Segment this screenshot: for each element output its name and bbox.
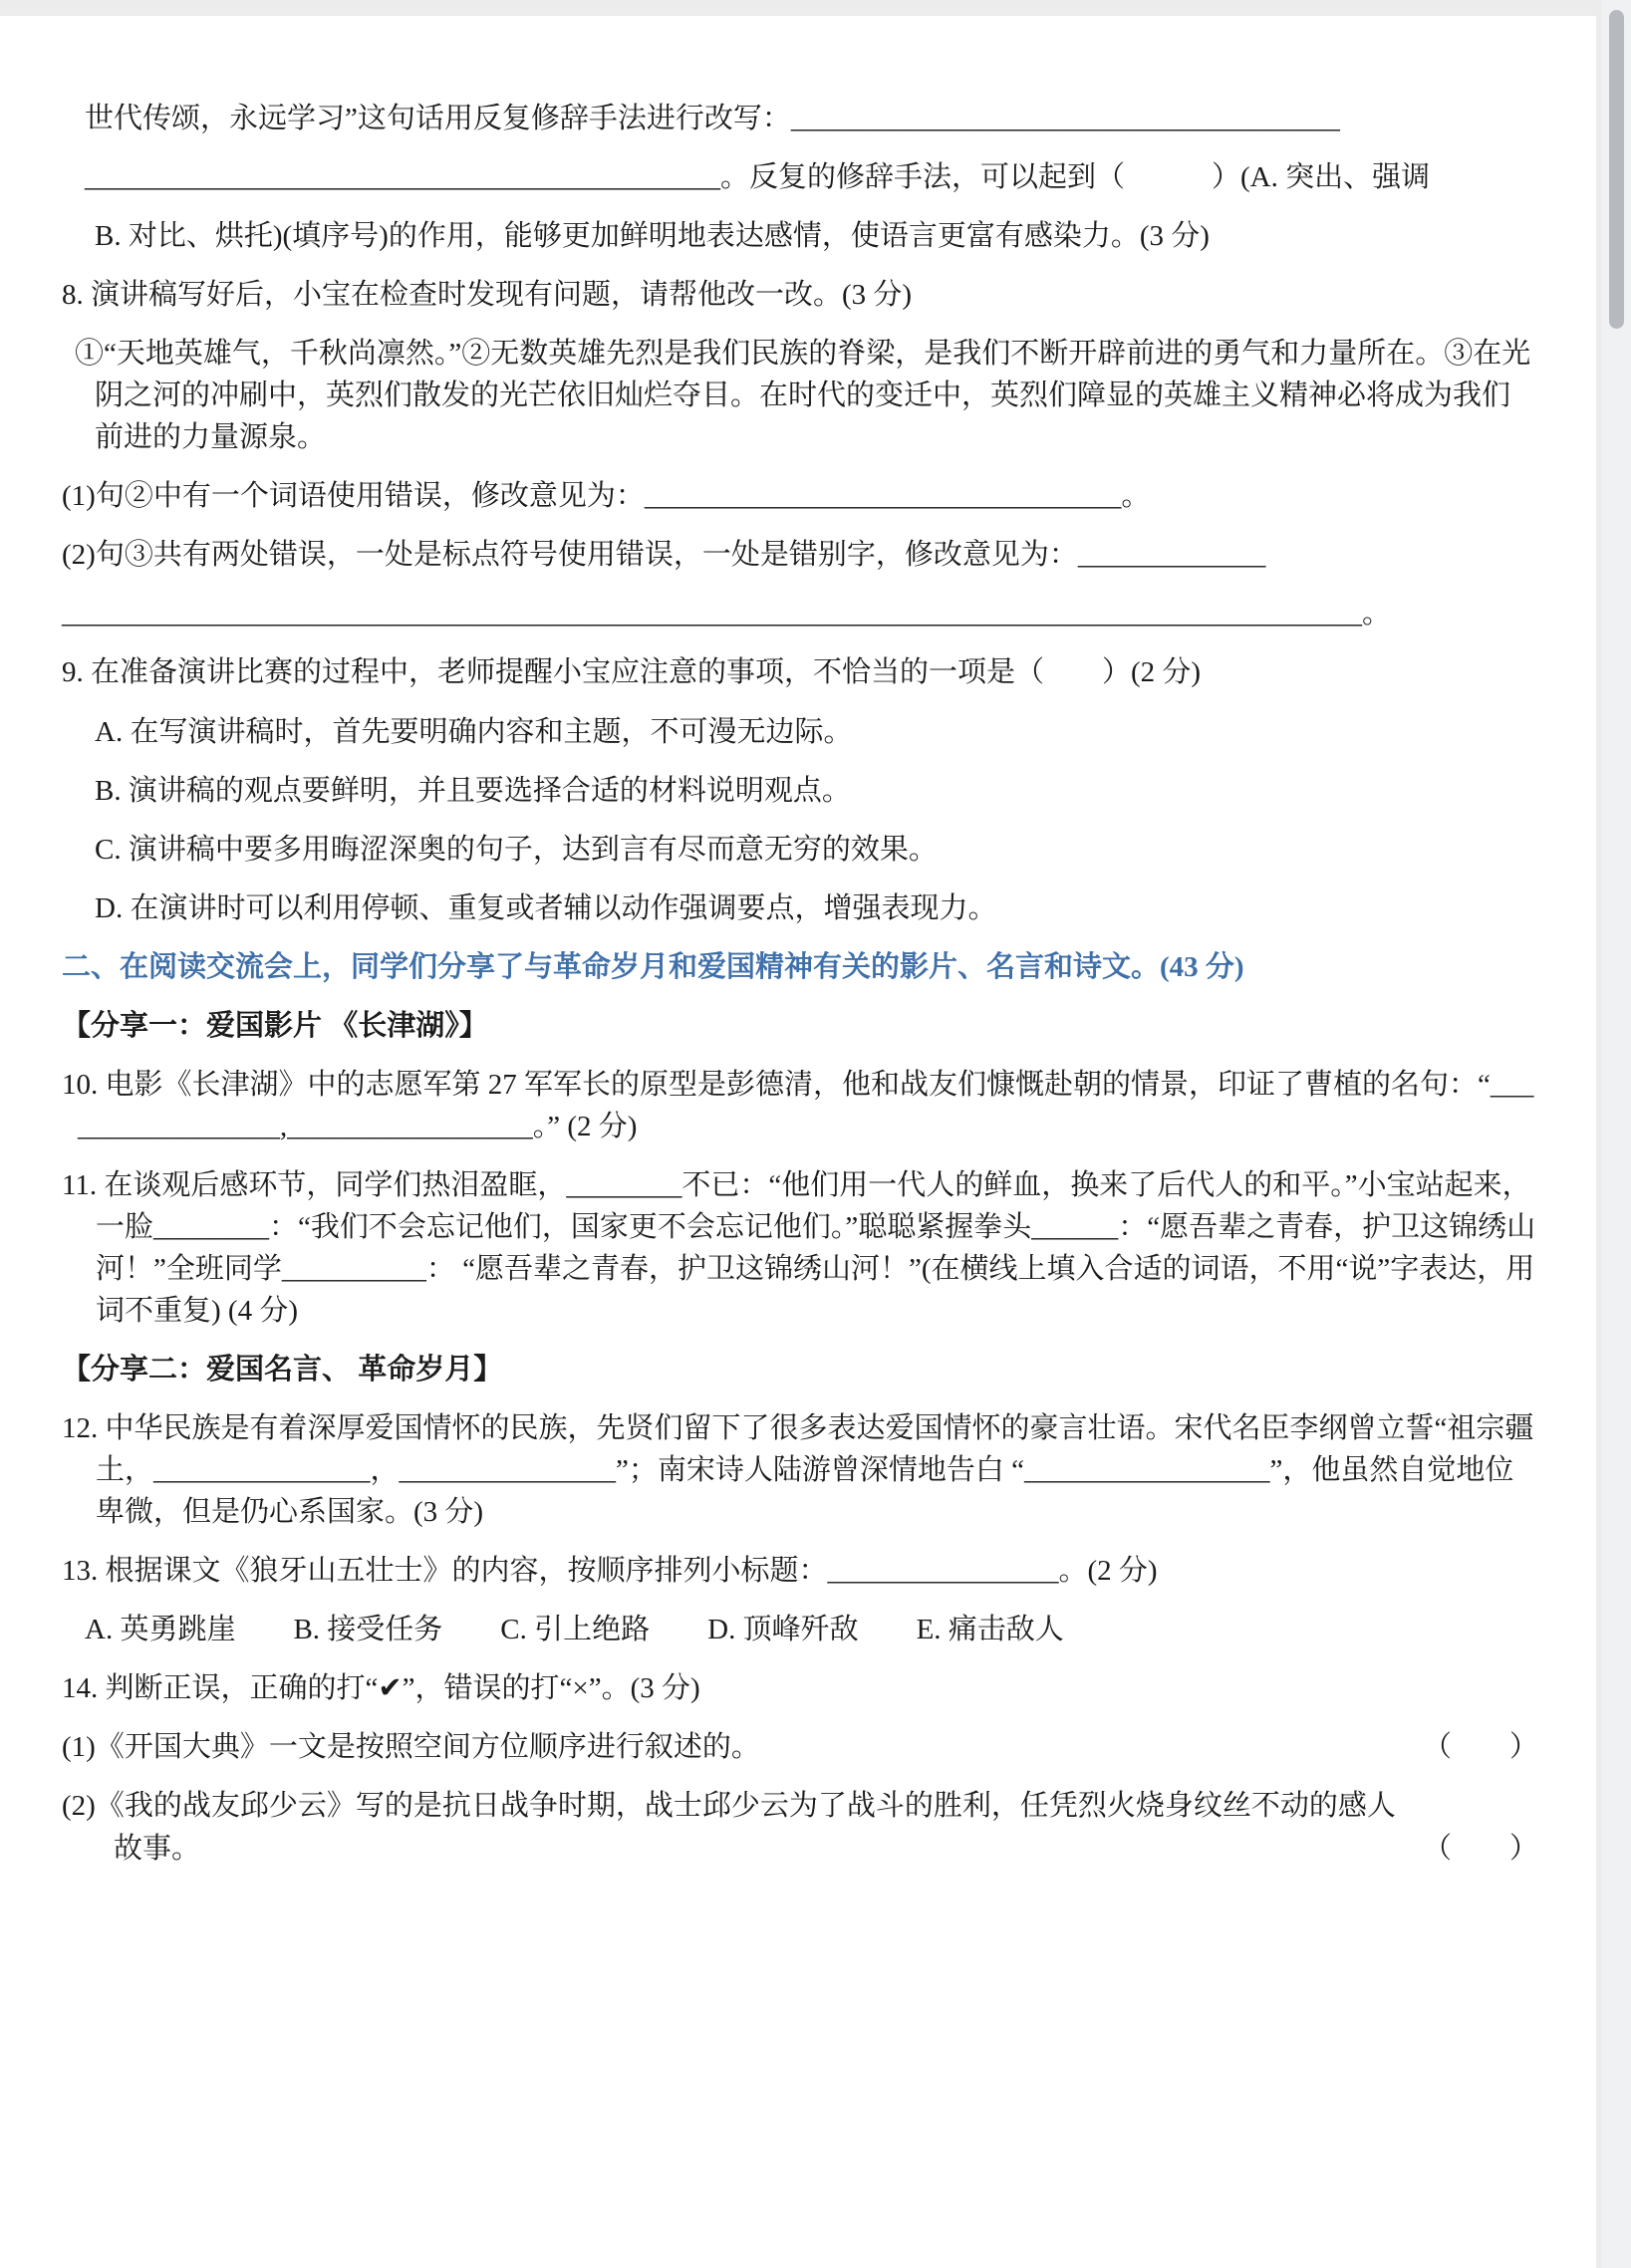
share-two-heading: 【分享二：爱国名言、 革命岁月】: [62, 1354, 503, 1386]
question-13-stem: 13. 根据课文《狼牙山五壮士》的内容，按顺序排列小标题：________________。(2 分): [62, 1555, 1158, 1588]
rewrite-choices-continued-line: B. 对比、烘托)(填序号)的作用，能够更加鲜明地表达感情，使语言更富有感染力。(3 分): [95, 220, 1210, 253]
scrollbar-thumb[interactable]: [1609, 10, 1624, 329]
question-9-stem: 9. 在准备演讲比赛的过程中，老师提醒小宝应注意的事项，不恰当的一项是（ ）(2 分): [62, 656, 1202, 689]
question-8-sub2: (2)句③共有两处错误，一处是标点符号使用错误，一处是错别字，修改意见为：_____________: [62, 539, 1266, 572]
question-9-option-b: B. 演讲稿的观点要鲜明，并且要选择合适的材料说明观点。: [95, 774, 851, 807]
question-14-sub1: [62, 1726, 1538, 1768]
question-8-passage: ①“天地英雄气，千秋尚凛然。”②无数英雄先烈是我们民族的脊梁，是我们不断开辟前进的勇气和力量所在。③在光阴之河的冲刷中，英烈们散发的光芒依旧灿烂夺目。在时代的变迁中，英烈们障显的英雄主义精神必将成为我们前进的力量源泉。: [75, 338, 1531, 454]
question-14-sub2: [62, 1785, 1538, 1869]
scrollbar[interactable]: [1601, 0, 1631, 2268]
question-11: 11. 在谈观后感环节，同学们热泪盈眶，________不已：“他们用一代人的鲜血，换来了后代人的和平。”小宝站起来，一脸________：“我们不会忘记他们，国家更不会忘记他们。”聪聪紧握拳头______：“愿吾辈之青春，护卫这锦绣山河！”全班同学__________： “愿吾辈之青春，护卫这锦绣山河！”(在横线上填入合适的词语，不用“说”字表达，用词不重复) (4 分): [62, 1168, 1536, 1328]
question-14-sub2-text: (2)《我的战友邱少云》写的是抗日战争时期，战士邱少云为了战斗的胜利，任凭烈火烧身纹丝不动的感人故事。: [62, 1790, 1396, 1865]
question-8-sub1: (1)句②中有一个词语使用错误，修改意见为：_________________________________。: [62, 480, 1151, 513]
question-8-sub2-blank-line: __________________________________________________________________________________________。: [62, 598, 1391, 630]
rewrite-blank-and-choices-line: ____________________________________________。反复的修辞手法，可以起到（ ）(A. 突出、强调: [85, 161, 1431, 194]
question-13-options: A. 英勇跳崖 B. 接受任务 C. 引上绝路 D. 顶峰歼敌 E. 痛击敌人: [85, 1614, 1064, 1646]
exam-page: [0, 16, 1596, 2268]
question-14-sub1-text: (1)《开国大典》一文是按照空间方位顺序进行叙述的。: [62, 1731, 760, 1764]
question-9-option-a: A. 在写演讲稿时，首先要明确内容和主题，不可漫无边际。: [95, 715, 853, 748]
question-10: 10. 电影《长津湖》中的志愿军第 27 军军长的原型是彭德清，他和战友们慷慨赴朝的情景，印证了曹植的名句：“_________________,_________________。” (2 分): [62, 1068, 1534, 1142]
question-12: 12. 中华民族是有着深厚爱国情怀的民族，先贤们留下了很多表达爱国情怀的豪言壮语。宋代名臣李纲曾立誓“祖宗疆土，_______________，_______________”；南宋诗人陆游曾深情地告白 “_________________”，他虽然自觉地位卑微，但是仍心系国家。(3 分): [62, 1412, 1534, 1529]
share-one-heading: 【分享一：爱国影片 《长津湖》】: [62, 1009, 488, 1042]
rewrite-prompt-line: 世代传颂，永远学习”这句话用反复修辞手法进行改写：______________________________________: [85, 103, 1340, 134]
answer-brackets: （ ）: [1422, 1731, 1538, 1764]
question-9-option-d: D. 在演讲时可以利用停顿、重复或者辅以动作强调要点，增强表现力。: [95, 891, 997, 924]
answer-brackets: （ ）: [1422, 1832, 1538, 1865]
question-14-stem: 14. 判断正误，正确的打“✔”，错误的打“×”。(3 分): [62, 1672, 700, 1705]
question-9-option-c: C. 演讲稿中要多用晦涩深奥的句子，达到言有尽而意无穷的效果。: [95, 833, 938, 866]
question-8-stem: 8. 演讲稿写好后，小宝在检查时发现有问题，请帮他改一改。(3 分): [62, 279, 913, 312]
section-two-heading: 二、在阅读交流会上，同学们分享了与革命岁月和爱国精神有关的影片、名言和诗文。(43 分): [62, 950, 1244, 983]
